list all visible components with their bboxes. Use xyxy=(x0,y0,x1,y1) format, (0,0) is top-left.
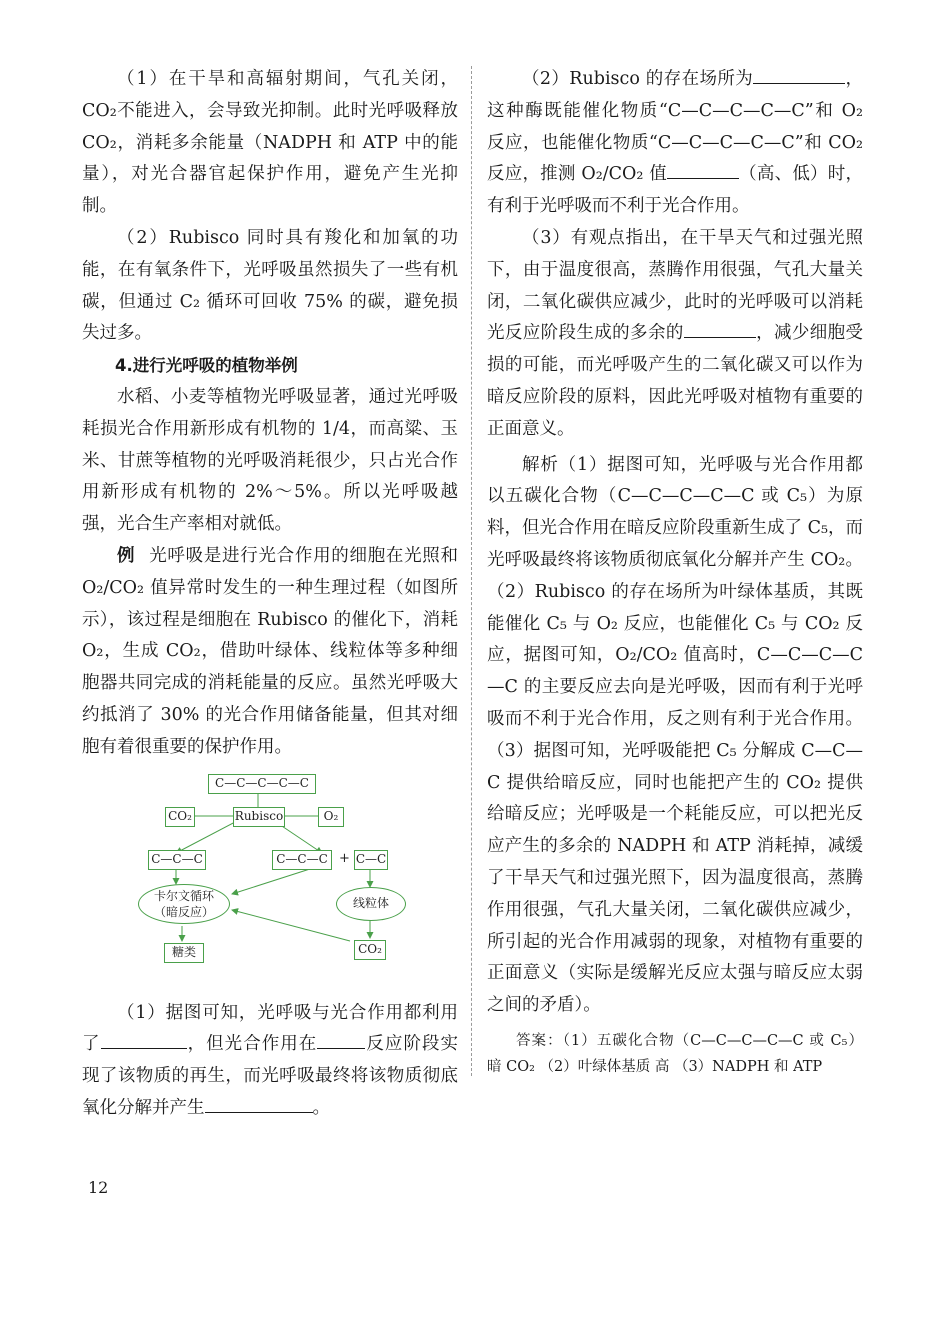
column-divider xyxy=(471,66,472,1076)
node-rubisco: Rubisco xyxy=(233,807,285,827)
answer-blank xyxy=(101,1031,187,1050)
calvin-cycle-label: 卡尔文循环 xyxy=(153,888,214,903)
question-3: （3）有观点指出，在干旱天气和过强光照下，由于温度很高，蒸腾作用很强，气孔大量关闭，二氧化碳供应减少，此时的光呼吸可以消耗光反应阶段生成的多余的 ，减少细胞受损的可能，而光呼吸产生的二氧化碳又可以作为暗反应阶段的原料，因此光呼吸对植物有重要的正面意义。 xyxy=(487,227,864,439)
node-c3-right: C—C—C xyxy=(272,850,332,870)
page-number: 12 xyxy=(88,1178,109,1197)
dark-reaction-label: （暗反应） xyxy=(153,904,214,919)
analysis-text: （1）据图可知，光呼吸与光合作用都以五碳化合物（C—C—C—C—C 或 C₅）为原料，但光合作用在暗反应阶段重新生成了 C₅，而光呼吸最终将该物质彻底氧化分解并产生 CO₂。（2）Rubisco 的存在场所为叶绿体基质，其既能催化 C₅ 与 O₂ 反应，也能催化 C₅ 与 CO₂ 反应，据图可知，O₂/CO₂ 值高时，C—C—C—C—C 的主要反应去向是光呼吸，因而有利于光呼吸而不利于光合作用，反之则有利于光合作用。（3）据图可知，光呼吸能把 C₅ 分解成 C—C—C 提供给暗反应，同时也能把产生的 CO₂ 提供给暗反应；光呼吸是一个耗能反应，可以把光反应产生的多余的 NADPH 和 ATP 消耗掉，减缓了干旱天气和过强光照下，因为温度很高，蒸腾作用很强，气孔大量关闭，二氧化碳供应减少，所引起的光合作用减弱的现象，对植物有重要的正面意义（实际是缓解光反应太强与暗反应太弱之间的矛盾）。 xyxy=(487,454,863,1016)
plus-sign: + xyxy=(339,850,350,866)
example-label: 例 xyxy=(117,545,136,566)
node-mitochondria: 线粒体 xyxy=(336,887,406,921)
answer-paragraph xyxy=(487,1028,863,1080)
analysis-label: 解析 xyxy=(522,454,559,475)
node-c3-left: C—C—C xyxy=(148,850,206,870)
node-co2-output: CO₂ xyxy=(354,940,386,960)
answer-text: （1）五碳化合物（C—C—C—C—C 或 C₅） 暗 CO₂ （2）叶绿体基质 高 （3）NADPH 和 ATP xyxy=(487,1032,864,1075)
paragraph-light-inhibition: （1）在干旱和高辐射期间，气孔关闭，CO₂不能进入，会导致光抑制。此时光呼吸释放CO₂，消耗多余能量（NADPH 和 ATP 中的能量），对光合器官起保护作用，避免产生光抑制。 xyxy=(82,69,458,217)
example-text: 光呼吸是进行光合作用的细胞在光照和 O₂/CO₂ 值异常时发生的一种生理过程（如图所示），该过程是细胞在 Rubisco 的催化下，消耗 O₂，生成 CO₂，借助叶绿体、线粒体等多种细胞器共同完成的消耗能量的反应。虽然光呼吸大约抵消了 30% 的光合作用储备能量，但其对细胞有着很重要的保护作用。 xyxy=(82,545,459,757)
answer-blank xyxy=(753,66,845,85)
node-o2: O₂ xyxy=(318,807,344,827)
right-column xyxy=(487,64,863,1080)
question-1: （1）据图可知，光呼吸与光合作用都利用了 ，但光合作用在 反应阶段实现了该物质的再生，而光呼吸最终将该物质彻底氧化分解并产生 。 xyxy=(82,1002,459,1118)
example-paragraph xyxy=(82,541,458,764)
answer-blank xyxy=(205,1094,313,1113)
node-sugar: 糖类 xyxy=(164,943,204,963)
answer-blank xyxy=(317,1031,365,1050)
left-column xyxy=(82,64,458,1125)
paragraph-rubisco-function: （2）Rubisco 同时具有羧化和加氧的功能，在有氧条件下，光呼吸虽然损失了一些有机碳，但通过 C₂ 循环可回收 75% 的碳，避免损失过多。 xyxy=(82,227,458,344)
answer-blank xyxy=(667,161,739,180)
paragraph-plant-examples: 水稻、小麦等植物光呼吸显著，通过光呼吸耗损光合作用新形成有机物的 1/4，而高粱、玉米、甘蔗等植物的光呼吸消耗很少，只占光合作用新形成有机物的 2%～5%。所以光呼吸越强，光合生产率相对就低。 xyxy=(82,386,458,535)
node-calvin-cycle xyxy=(138,884,230,924)
answer-blank xyxy=(684,320,756,339)
photorespiration-diagram xyxy=(82,774,458,992)
node-co2-input: CO₂ xyxy=(165,807,195,827)
section-heading: 4.进行光呼吸的植物举例 xyxy=(115,356,298,376)
question-2: （2）Rubisco 的存在场所为 ，这种酶既能催化物质“C—C—C—C—C”和 O₂ 反应，也能催化物质“C—C—C—C—C”和 CO₂ 反应，推测 O₂/CO₂ 值 （高、低）时，有利于光呼吸而不利于光合作用。 xyxy=(487,64,863,223)
node-c5: C—C—C—C—C xyxy=(208,774,316,794)
answer-label: 答案： xyxy=(516,1032,563,1049)
node-c2: C—C xyxy=(354,850,388,870)
analysis-paragraph xyxy=(487,450,863,1022)
